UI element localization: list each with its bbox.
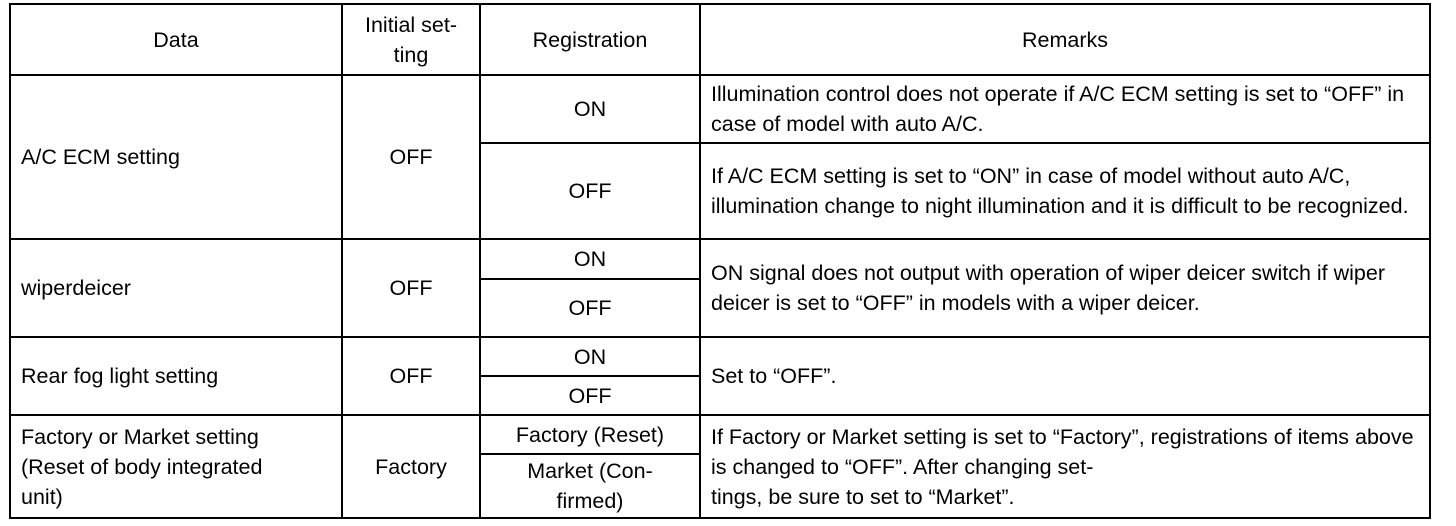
initial-setting-cell: OFF — [342, 337, 480, 415]
table-row — [10, 337, 1430, 376]
table-row — [10, 415, 1430, 454]
header-remarks: Remarks — [700, 4, 1430, 75]
registration-cell: Factory (Reset) — [480, 415, 700, 454]
settings-table — [9, 3, 1431, 519]
registration-cell: ON — [480, 337, 700, 376]
remarks-cell: ON signal does not output with operation of wiper deicer switch if wiper deicer is set to “OFF” in models with a wiper deicer. — [700, 239, 1430, 337]
table-row — [10, 239, 1430, 279]
header-registration: Registration — [480, 4, 700, 75]
header-data: Data — [10, 4, 342, 75]
data-cell: A/C ECM setting — [10, 75, 342, 239]
initial-setting-cell: OFF — [342, 75, 480, 239]
registration-cell: Market (Con- firmed) — [480, 454, 700, 518]
remarks-cell: Set to “OFF”. — [700, 337, 1430, 415]
data-cell: wiperdeicer — [10, 239, 342, 337]
header-row — [10, 4, 1430, 75]
registration-cell: ON — [480, 239, 700, 279]
initial-setting-cell: OFF — [342, 239, 480, 337]
remarks-cell: Illumination control does not operate if A/C ECM setting is set to “OFF” in case of model with auto A/C. — [700, 75, 1430, 143]
initial-setting-cell: Factory — [342, 415, 480, 518]
remarks-cell: If Factory or Market setting is set to “Factory”, registrations of items above is changed to “OFF”. After changing set- tings, be sure to set to “Market”. — [700, 415, 1430, 518]
registration-cell: OFF — [480, 376, 700, 415]
remarks-cell: If A/C ECM setting is set to “ON” in case of model without auto A/C, illumination change to night illumination and it is difficult to be recognized. — [700, 143, 1430, 239]
registration-cell: ON — [480, 75, 700, 143]
data-cell: Rear fog light setting — [10, 337, 342, 415]
data-cell: Factory or Market setting (Reset of body integrated unit) — [10, 415, 342, 518]
registration-cell: OFF — [480, 279, 700, 337]
table-row — [10, 75, 1430, 143]
header-initial-setting: Initial set- ting — [342, 4, 480, 75]
registration-cell: OFF — [480, 143, 700, 239]
